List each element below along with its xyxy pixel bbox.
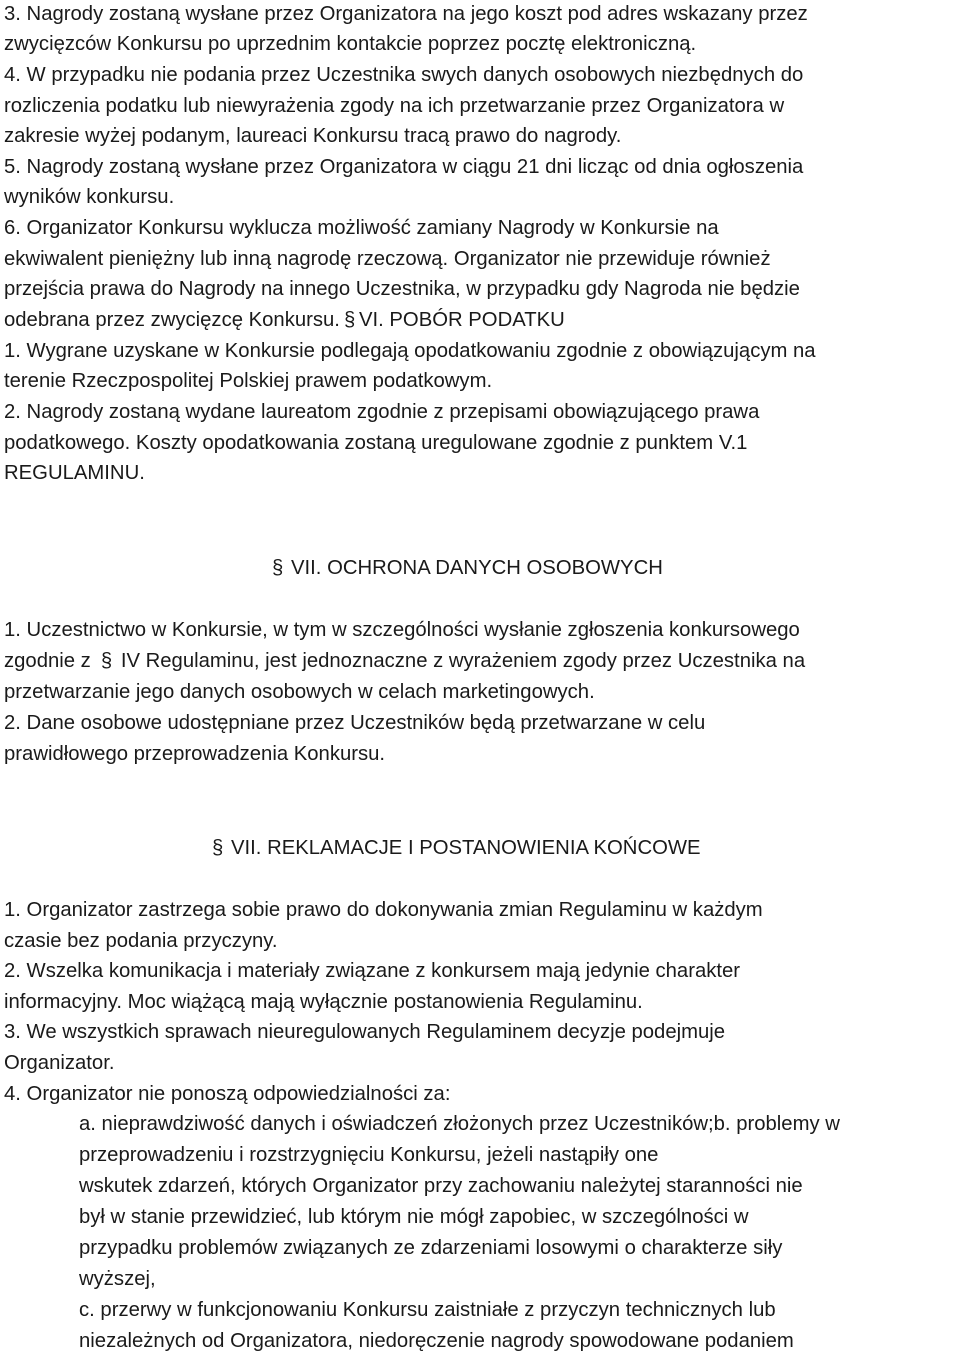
text-line: 4. W przypadku nie podania przez Uczestnika swych danych osobowych niezbędnych do: [4, 64, 804, 86]
text-line: REGULAMINU.: [4, 462, 145, 484]
text-line: [4, 646, 805, 676]
text-line: Organizator.: [4, 1052, 115, 1074]
list-item-line: przypadku problemów związanych ze zdarzeniami losowymi o charakterze siły: [79, 1237, 783, 1259]
text-line: 2. Dane osobowe udostępniane przez Uczestników będą przetwarzane w celu: [4, 712, 706, 734]
text-line: zakresie wyżej podanym, laureaci Konkursu tracą prawo do nagrody.: [4, 125, 622, 147]
text-line: czasie bez podania przyczyny.: [4, 930, 278, 952]
section-sign: §: [343, 309, 356, 331]
text-line: 1. Wygrane uzyskane w Konkursie podlegają opodatkowaniu zgodnie z obowiązującym na: [4, 340, 816, 362]
text-fragment: IV Regulaminu, jest jednoznaczne z wyrażeniem zgody przez Uczestnika na: [120, 650, 806, 672]
text-line: 2. Wszelka komunikacja i materiały związane z konkursem mają jedynie charakter: [4, 960, 741, 982]
section-heading-title: VII. OCHRONA DANYCH OSOBOWYCH: [291, 557, 663, 579]
text-line: ekwiwalent pieniężny lub inną nagrodę rzeczową. Organizator nie przewiduje również: [4, 248, 771, 270]
text-line: [4, 305, 565, 335]
section-sign: §: [212, 837, 224, 859]
text-line: 5. Nagrody zostaną wysłane przez Organizatora w ciągu 21 dni licząc od dnia ogłoszenia: [4, 156, 804, 178]
section-heading-inline: VI. POBÓR PODATKU: [358, 309, 565, 331]
list-item-line: przeprowadzeniu i rozstrzygnięciu Konkursu, jeżeli nastąpiły one: [79, 1144, 659, 1166]
section-heading: [212, 833, 701, 863]
section-sign: §: [100, 650, 113, 672]
text-line: przetwarzanie jego danych osobowych w celach marketingowych.: [4, 681, 595, 703]
text-line: 2. Nagrody zostaną wydane laureatom zgodnie z przepisami obowiązującego prawa: [4, 401, 760, 423]
text-line: 3. Nagrody zostaną wysłane przez Organizatora na jego koszt pod adres wskazany przez: [4, 3, 808, 25]
text-line: 1. Organizator zastrzega sobie prawo do dokonywania zmian Regulaminu w każdym: [4, 899, 763, 921]
text-line: 4. Organizator nie ponoszą odpowiedzialności za:: [4, 1083, 451, 1105]
section-heading: [272, 553, 663, 583]
text-line: 1. Uczestnictwo w Konkursie, w tym w szczególności wysłanie zgłoszenia konkursowego: [4, 619, 800, 641]
text-line: 3. We wszystkich sprawach nieuregulowanych Regulaminem decyzje podejmuje: [4, 1021, 726, 1043]
list-item-line: c. przerwy w funkcjonowaniu Konkursu zaistniałe z przyczyn technicznych lub: [79, 1299, 776, 1321]
text-line: podatkowego. Koszty opodatkowania zostaną uregulowane zgodnie z punktem V.1: [4, 432, 748, 454]
list-item-line: niezależnych od Organizatora, niedoręczenie nagrody spowodowane podaniem: [79, 1330, 794, 1352]
text-fragment: odebrana przez zwycięzcę Konkursu.: [4, 309, 340, 331]
text-line: rozliczenia podatku lub niewyrażenia zgody na ich przetwarzanie przez Organizatora w: [4, 95, 785, 117]
text-fragment: zgodnie z: [4, 650, 91, 672]
list-item-line: a. nieprawdziwość danych i oświadczeń złożonych przez Uczestników;b. problemy w: [79, 1113, 840, 1135]
text-line: informacyjny. Moc wiążącą mają wyłącznie postanowienia Regulaminu.: [4, 991, 643, 1013]
text-line: prawidłowego przeprowadzenia Konkursu.: [4, 743, 386, 765]
section-heading-title: VII. REKLAMACJE I POSTANOWIENIA KOŃCOWE: [231, 837, 701, 859]
text-line: terenie Rzeczpospolitej Polskiej prawem podatkowym.: [4, 370, 493, 392]
text-line: wyników konkursu.: [4, 186, 175, 208]
list-item-line: był w stanie przewidzieć, lub którym nie mógł zapobiec, w szczególności w: [79, 1206, 749, 1228]
list-item-line: wyższej,: [79, 1268, 156, 1290]
text-line: zwycięzców Konkursu po uprzednim kontakcie poprzez pocztę elektroniczną.: [4, 33, 697, 55]
text-line: przejścia prawa do Nagrody na innego Uczestnika, w przypadku gdy Nagroda nie będzie: [4, 278, 800, 300]
section-sign: §: [272, 557, 284, 579]
list-item-line: wskutek zdarzeń, których Organizator przy zachowaniu należytej staranności nie: [79, 1175, 803, 1197]
text-line: 6. Organizator Konkursu wyklucza możliwość zamiany Nagrody w Konkursie na: [4, 217, 719, 239]
